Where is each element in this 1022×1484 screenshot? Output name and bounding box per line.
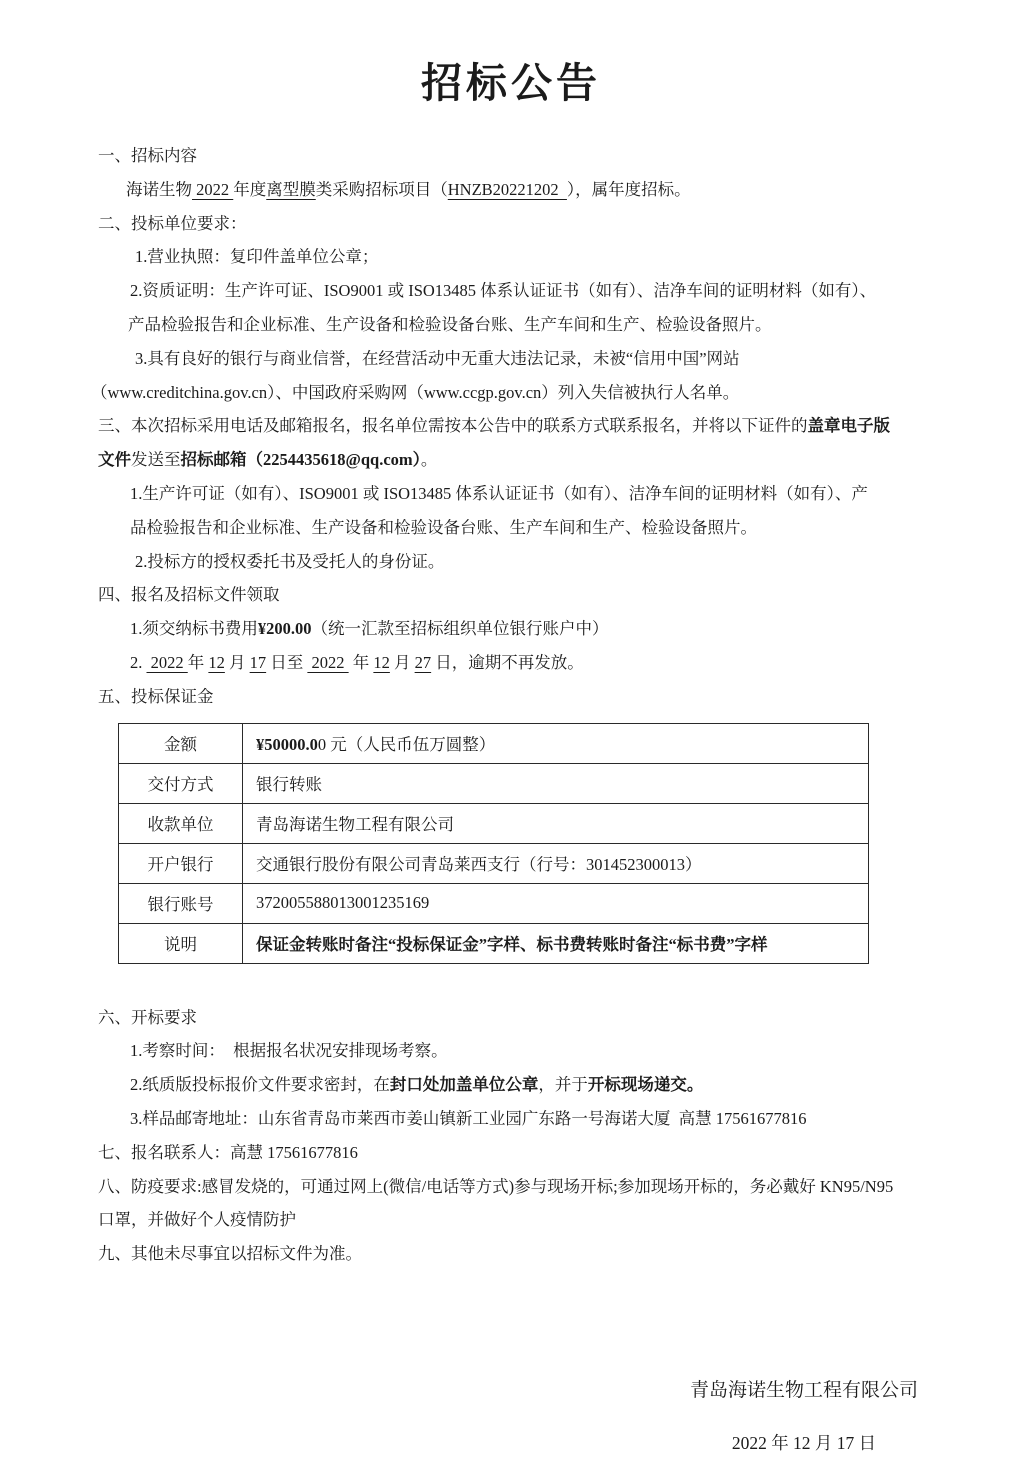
section-3-line-2: [98, 443, 982, 477]
text-run: 日至: [266, 652, 308, 672]
section-8-line-1: 八、防疫要求:感冒发烧的，可通过网上(微信/电话等方式)参与现场开标;参加现场开标的，务必戴好 KN95/N95: [98, 1176, 894, 1196]
bold-run: 保证金转账时备注“投标保证金”字样、标书费转账时备注“标书费”字样: [256, 935, 768, 955]
bold-run-stamped-ecopy: 盖章电子版: [807, 416, 890, 436]
section-2-heading: 二、投标单位要求：: [98, 213, 247, 233]
row-label: 银行账号: [119, 883, 243, 923]
text-run: 年: [187, 652, 209, 672]
row-label: 开户银行: [119, 843, 243, 883]
bid-bond-table: [118, 723, 869, 964]
bold-run-seal-stamp: 封口处加盖单位公章: [389, 1075, 539, 1095]
section-6-item-1: 1.考察时间： 根据报名状况安排现场考察。: [130, 1041, 448, 1061]
signature-date: 2022 年 12 月 17 日: [731, 1432, 877, 1453]
section-4-item-1: [98, 612, 1014, 646]
bold-run-bid-email: 招标邮箱（2254435618@qq.com）: [180, 450, 421, 470]
underline-run-product: 离型膜: [266, 179, 316, 199]
text-run: 三、本次招标采用电话及邮箱报名，报名单位需按本公告中的联系方式联系报名，并将以下证件的: [98, 416, 808, 436]
text-run: 1.须交纳标书费用: [130, 619, 258, 639]
row-value: [243, 723, 869, 763]
bold-run-doc-fee: ¥200.00: [257, 619, 312, 639]
text-run: 月: [224, 652, 250, 672]
text-run: 青岛海诺生物工程有限公司: [256, 815, 454, 835]
text-run: ，并于: [538, 1075, 588, 1095]
text-run: 。: [420, 450, 438, 470]
section-6-heading: 六、开标要求: [98, 1007, 197, 1027]
section-1-content: [98, 173, 1010, 207]
section-6-item-2: [98, 1068, 1014, 1102]
text-run: 日，逾期不再发放。: [431, 652, 584, 672]
table-row-payment-method: [119, 763, 869, 803]
row-value: [243, 803, 869, 843]
row-value: [243, 923, 869, 963]
underline-run-project-code: HNZB20221202: [447, 179, 567, 199]
underline-run-day-end: 27: [414, 652, 432, 672]
underline-run-day-start: 17: [249, 652, 267, 672]
text-run: 2.纸质版投标报价文件要求密封，在: [130, 1075, 390, 1095]
text-run: 0 元（人民币伍万圆整）: [317, 735, 496, 755]
section-2-item-2-line-2: 产品检验报告和企业标准、生产设备和检验设备台账、生产车间和生产、检验设备照片。: [128, 314, 772, 334]
section-5-heading: 五、投标保证金: [98, 686, 214, 706]
section-9-heading: 九、其他未尽事宜以招标文件为准。: [98, 1244, 362, 1264]
section-4-item-2: [98, 646, 1014, 680]
section-3-item-2: 2.投标方的授权委托书及受托人的身份证。: [135, 551, 445, 571]
section-1-heading: 一、招标内容: [98, 146, 197, 165]
section-3-line-1: [98, 409, 982, 443]
row-label: 交付方式: [119, 763, 243, 803]
table-row-amount: [119, 723, 869, 763]
row-value: [243, 763, 869, 803]
table-row-bank: [119, 843, 869, 883]
table-row-payee: [119, 803, 869, 843]
text-run: 年: [348, 652, 374, 672]
text-run: 类采购招标项目（: [315, 179, 448, 199]
row-label: 收款单位: [119, 803, 243, 843]
text-run: 海诺生物: [126, 179, 192, 199]
table-row-note: [119, 923, 869, 963]
text-run: （统一汇款至招标组织单位银行账户中）: [311, 619, 609, 639]
section-3-item-1-line-2: 品检验报告和企业标准、生产设备和检验设备台账、生产车间和生产、检验设备照片。: [130, 517, 757, 537]
text-run: 月: [389, 652, 415, 672]
text-run: 交通银行股份有限公司青岛莱西支行（行号：301452300013）: [256, 855, 702, 875]
row-label: 说明: [119, 923, 243, 963]
section-3-item-1-line-1: 1.生产许可证（如有）、ISO9001 或 ISO13485 体系认证证书（如有）、洁净车间的证明材料（如有）、产: [130, 483, 868, 503]
text-run: 年度: [233, 179, 267, 199]
bold-run: ¥50000.0: [256, 735, 318, 755]
document-title: 招标公告: [421, 60, 601, 106]
section-2-item-3-line-1: 3.具有良好的银行与商业信誉，在经营活动中无重大违法记录，未被“信用中国”网站: [135, 348, 740, 368]
row-value: [243, 883, 869, 923]
section-7-heading: 七、报名联系人：高慧 17561677816: [98, 1142, 358, 1162]
bold-run-onsite-submit: 开标现场递交。: [587, 1075, 704, 1095]
underline-run-year: 2022: [192, 179, 234, 199]
underline-run-year-end: 2022: [307, 652, 349, 672]
section-2-item-1: 1.营业执照：复印件盖单位公章；: [135, 247, 379, 267]
underline-run-month-end: 12: [373, 652, 390, 672]
signature-company: 青岛海诺生物工程有限公司: [689, 1379, 918, 1401]
underline-run-month-start: 12: [208, 652, 225, 672]
text-run: 372005588013001235169: [256, 893, 430, 913]
section-8-line-2: 口罩，并做好个人疫情防护: [98, 1210, 296, 1230]
underline-run-year-start: 2022: [146, 652, 188, 672]
row-value: [243, 843, 869, 883]
text-run: 2.: [130, 652, 147, 672]
row-label: 金额: [119, 723, 243, 763]
section-2-item-3-line-2: （www.creditchina.gov.cn）、中国政府采购网（www.ccgp.gov.cn）列入失信被执行人名单。: [91, 382, 740, 402]
section-4-heading: 四、报名及招标文件领取: [98, 585, 280, 605]
section-2-item-2-line-1: 2.资质证明：生产许可证、ISO9001 或 ISO13485 体系认证证书（如有）、洁净车间的证明材料（如有）、: [130, 281, 877, 301]
table-row-account: [119, 883, 869, 923]
text-run: 发送至: [131, 450, 181, 470]
signature-block: [654, 1375, 954, 1455]
text-run: 银行转账: [256, 775, 322, 795]
bold-run-file: 文件: [98, 450, 131, 470]
section-6-item-3: 3.样品邮寄地址：山东省青岛市莱西市姜山镇新工业园广东路一号海诺大厦 高慧 17561677816: [130, 1108, 807, 1128]
text-run: ），属年度招标。: [566, 179, 691, 199]
